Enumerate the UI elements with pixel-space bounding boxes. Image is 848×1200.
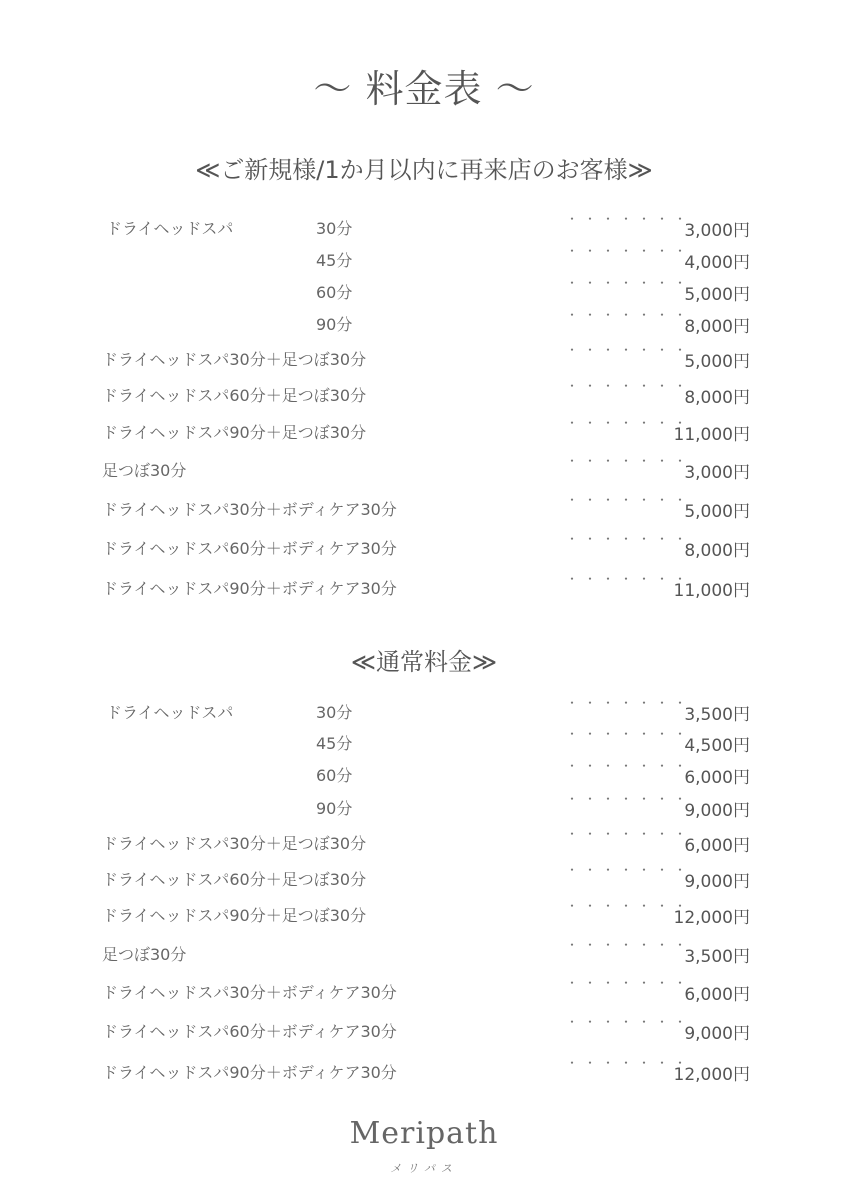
duration: 90分 [316,799,353,818]
leader-dots: ・・・・・・・ [566,454,693,468]
menu-item-name: ドライヘッドスパ30分＋ボディケア30分 [102,500,397,519]
menu-item-name: ドライヘッドスパ30分＋ボディケア30分 [102,983,397,1002]
menu-item-name: ドライヘッドスパ90分＋足つぼ30分 [102,906,367,925]
leader-dots: ・・・・・・・ [566,792,693,806]
menu-item-name: 足つぼ30分 [102,461,187,480]
menu-item-name: ドライヘッドスパ60分＋ボディケア30分 [102,1022,397,1041]
menu-item-name: ドライヘッドスパ30分＋足つぼ30分 [102,834,367,853]
leader-dots: ・・・・・・・ [566,938,693,952]
duration: 30分 [316,703,353,722]
price-row [0,532,848,561]
duration: 45分 [316,734,353,753]
price: 9,000円 [684,1024,750,1044]
price-row [0,1056,848,1085]
leader-dots: ・・・・・・・ [566,696,693,710]
price: 11,000円 [673,581,750,601]
menu-item-name: ドライヘッドスパ [106,219,234,238]
price: 8,000円 [684,388,750,408]
leader-dots: ・・・・・・・ [566,308,693,322]
price: 5,000円 [684,285,750,305]
price-row [0,276,848,305]
leader-dots: ・・・・・・・ [566,572,693,586]
menu-item-name: ドライヘッドスパ90分＋ボディケア30分 [102,1063,397,1082]
leader-dots: ・・・・・・・ [566,379,693,393]
price: 5,000円 [684,352,750,372]
price-row [0,212,848,241]
leader-dots: ・・・・・・・ [566,976,693,990]
price: 4,500円 [684,736,750,756]
price: 8,000円 [684,317,750,337]
price-row [0,727,848,756]
price-row [0,696,848,725]
price: 3,000円 [684,221,750,241]
section-heading-regular-price: ≪通常料金≫ [350,648,498,676]
leader-dots: ・・・・・・・ [566,827,693,841]
price: 3,500円 [684,947,750,967]
price-row [0,493,848,522]
menu-item-name: ドライヘッドスパ60分＋足つぼ30分 [102,386,367,405]
leader-dots: ・・・・・・・ [566,493,693,507]
duration: 60分 [316,766,353,785]
brand-kana: メリパス [390,1162,458,1175]
price: 12,000円 [673,908,750,928]
leader-dots: ・・・・・・・ [566,899,693,913]
leader-dots: ・・・・・・・ [566,759,693,773]
menu-item-name: 足つぼ30分 [102,945,187,964]
price-row [0,827,848,856]
price: 9,000円 [684,801,750,821]
price: 6,000円 [684,985,750,1005]
duration: 45分 [316,251,353,270]
leader-dots: ・・・・・・・ [566,863,693,877]
menu-item-name: ドライヘッドスパ90分＋ボディケア30分 [102,579,397,598]
menu-item-name: ドライヘッドスパ90分＋足つぼ30分 [102,423,367,442]
duration: 30分 [316,219,353,238]
menu-item-name: ドライヘッドスパ30分＋足つぼ30分 [102,350,367,369]
price: 8,000円 [684,541,750,561]
price-row [0,938,848,967]
price-row [0,454,848,483]
price-row [0,899,848,928]
price: 3,000円 [684,463,750,483]
price-row [0,244,848,273]
price-row [0,1015,848,1044]
price-row [0,572,848,601]
price-row [0,379,848,408]
duration: 90分 [316,315,353,334]
menu-item-name: ドライヘッドスパ60分＋足つぼ30分 [102,870,367,889]
menu-item-name: ドライヘッドスパ60分＋ボディケア30分 [102,539,397,558]
price: 9,000円 [684,872,750,892]
leader-dots: ・・・・・・・ [566,727,693,741]
leader-dots: ・・・・・・・ [566,1015,693,1029]
duration: 60分 [316,283,353,302]
leader-dots: ・・・・・・・ [566,343,693,357]
leader-dots: ・・・・・・・ [566,532,693,546]
price-row [0,976,848,1005]
price: 6,000円 [684,836,750,856]
leader-dots: ・・・・・・・ [566,1056,693,1070]
leader-dots: ・・・・・・・ [566,416,693,430]
price: 12,000円 [673,1065,750,1085]
leader-dots: ・・・・・・・ [566,212,693,226]
price-row [0,863,848,892]
price: 11,000円 [673,425,750,445]
brand-logo-text: Meripath [349,1116,499,1151]
price: 6,000円 [684,768,750,788]
price-row [0,416,848,445]
page-title: ～ 料金表 ～ [313,67,535,111]
price: 5,000円 [684,502,750,522]
price-row [0,792,848,821]
price: 4,000円 [684,253,750,273]
leader-dots: ・・・・・・・ [566,276,693,290]
leader-dots: ・・・・・・・ [566,244,693,258]
section-heading-new-customer: ≪ご新規様/1か月以内に再来店のお客様≫ [195,156,653,184]
price-row [0,343,848,372]
menu-item-name: ドライヘッドスパ [106,703,234,722]
price-row [0,308,848,337]
price: 3,500円 [684,705,750,725]
price-row [0,759,848,788]
